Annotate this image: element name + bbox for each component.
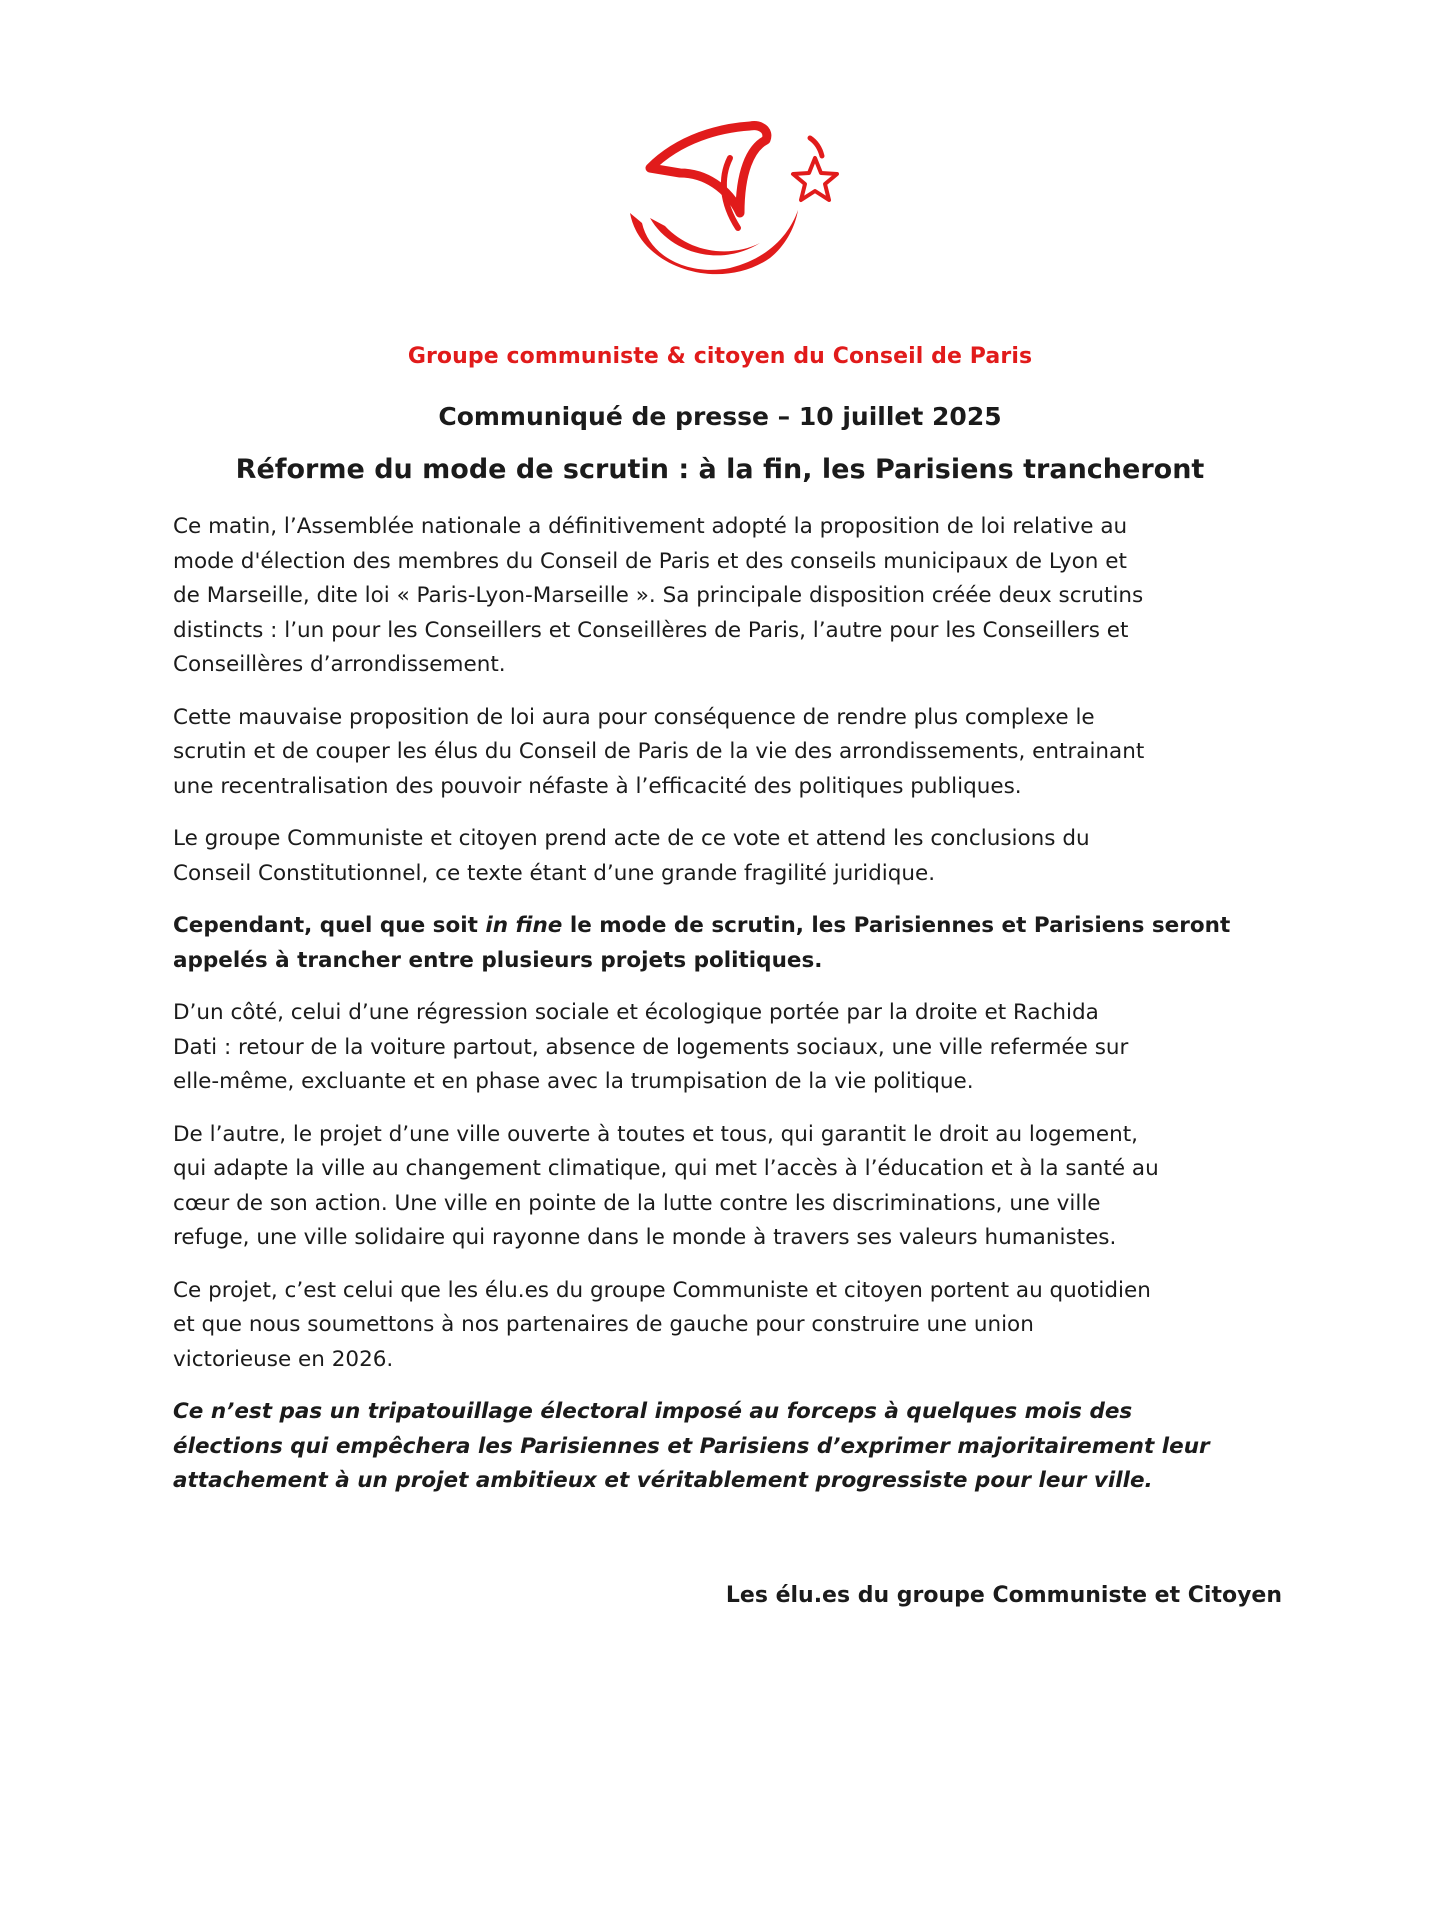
paragraph-line: scrutin et de couper les élus du Conseil de Paris de la vie des arrondissements, entrainant (173, 739, 1145, 764)
paragraph-line: et que nous soumettons à nos partenaires de gauche pour construire une union (173, 1312, 1034, 1337)
text-run: le mode de scrutin, les Parisiennes et Parisiens seront (562, 913, 1231, 938)
red-dove-star-logo (610, 118, 850, 308)
press-release-date: Communiqué de presse – 10 juillet 2025 (438, 402, 1002, 431)
document-body (173, 510, 1293, 1517)
paragraph-line: distincts : l’un pour les Conseillers et Conseillères de Paris, l’autre pour les Conseillers et (173, 617, 1129, 643)
paragraph-line: qui adapte la ville au changement climatique, qui met l’accès à l’éducation et à la santé au (173, 1156, 1159, 1181)
paragraph-7 (173, 1274, 1293, 1378)
organization-name: Groupe communiste & citoyen du Conseil de Paris (407, 344, 1033, 369)
italic-text-run: in fine (485, 913, 563, 938)
paragraph-line: attachement à un projet ambitieux et véritablement progressiste pour leur ville. (173, 1468, 1153, 1493)
paragraph-line: une recentralisation des pouvoir néfaste à l’efficacité des politiques publiques. (173, 773, 1022, 799)
paragraph-5 (173, 996, 1293, 1100)
paragraph-2 (173, 701, 1293, 805)
paragraph-6 (173, 1118, 1293, 1256)
paragraph-line: mode d'élection des membres du Conseil de Paris et des conseils municipaux de Lyon et (173, 548, 1127, 574)
paragraph-line: élections qui empêchera les Parisiennes et Parisiens d’exprimer majoritairement leur (173, 1433, 1210, 1459)
paragraph-line: Ce matin, l’Assemblée nationale a définitivement adopté la proposition de loi relative au (173, 514, 1128, 539)
paragraph-line: Conseillères d’arrondissement. (173, 652, 506, 677)
paragraph-line: Conseil Constitutionnel, ce texte étant d’une grande fragilité juridique. (173, 860, 936, 886)
paragraph-line: Le groupe Communiste et citoyen prend acte de ce vote et attend les conclusions du (173, 826, 1090, 851)
paragraph-line: Cette mauvaise proposition de loi aura pour conséquence de rendre plus complexe le (173, 704, 1095, 730)
paragraph-1 (173, 510, 1293, 683)
paragraph-3 (173, 822, 1293, 891)
paragraph-line: D’un côté, celui d’une régression sociale et écologique portée par la droite et Rachida (173, 1000, 1099, 1025)
text-run: Cependant, quel que soit (173, 913, 486, 938)
paragraph-line: Dati : retour de la voiture partout, absence de logements sociaux, une ville refermée sur (173, 1034, 1129, 1060)
paragraph-line: De l’autre, le projet d’une ville ouverte à toutes et tous, qui garantit le droit au logement, (173, 1121, 1138, 1147)
signature: Les élu.es du groupe Communiste et Citoyen (725, 1583, 1282, 1608)
paragraph-line: appelés à trancher entre plusieurs projets politiques. (173, 947, 823, 973)
paragraph-line: Ce projet, c’est celui que les élu.es du groupe Communiste et citoyen portent au quotidien (173, 1277, 1151, 1303)
paragraph-line: de Marseille, dite loi « Paris-Lyon-Marseille ». Sa principale disposition créée deux scrutins (173, 583, 1144, 608)
paragraph-line (173, 909, 1293, 944)
document-title: Réforme du mode de scrutin : à la fin, les Parisiens trancheront (235, 454, 1205, 485)
paragraph-line: cœur de son action. Une ville en pointe de la lutte contre les discriminations, une ville (173, 1190, 1101, 1216)
paragraph-4 (173, 909, 1293, 978)
paragraph-line: elle-même, excluante et en phase avec la trumpisation de la vie politique. (173, 1069, 974, 1094)
paragraph-line: refuge, une ville solidaire qui rayonne dans le monde à travers ses valeurs humanistes. (173, 1225, 1117, 1250)
paragraph-line: victorieuse en 2026. (173, 1346, 394, 1372)
dove-icon (610, 118, 850, 308)
paragraph-8 (173, 1395, 1293, 1499)
paragraph-line: Ce n’est pas un tripatouillage électoral imposé au forceps à quelques mois des (173, 1399, 1133, 1424)
